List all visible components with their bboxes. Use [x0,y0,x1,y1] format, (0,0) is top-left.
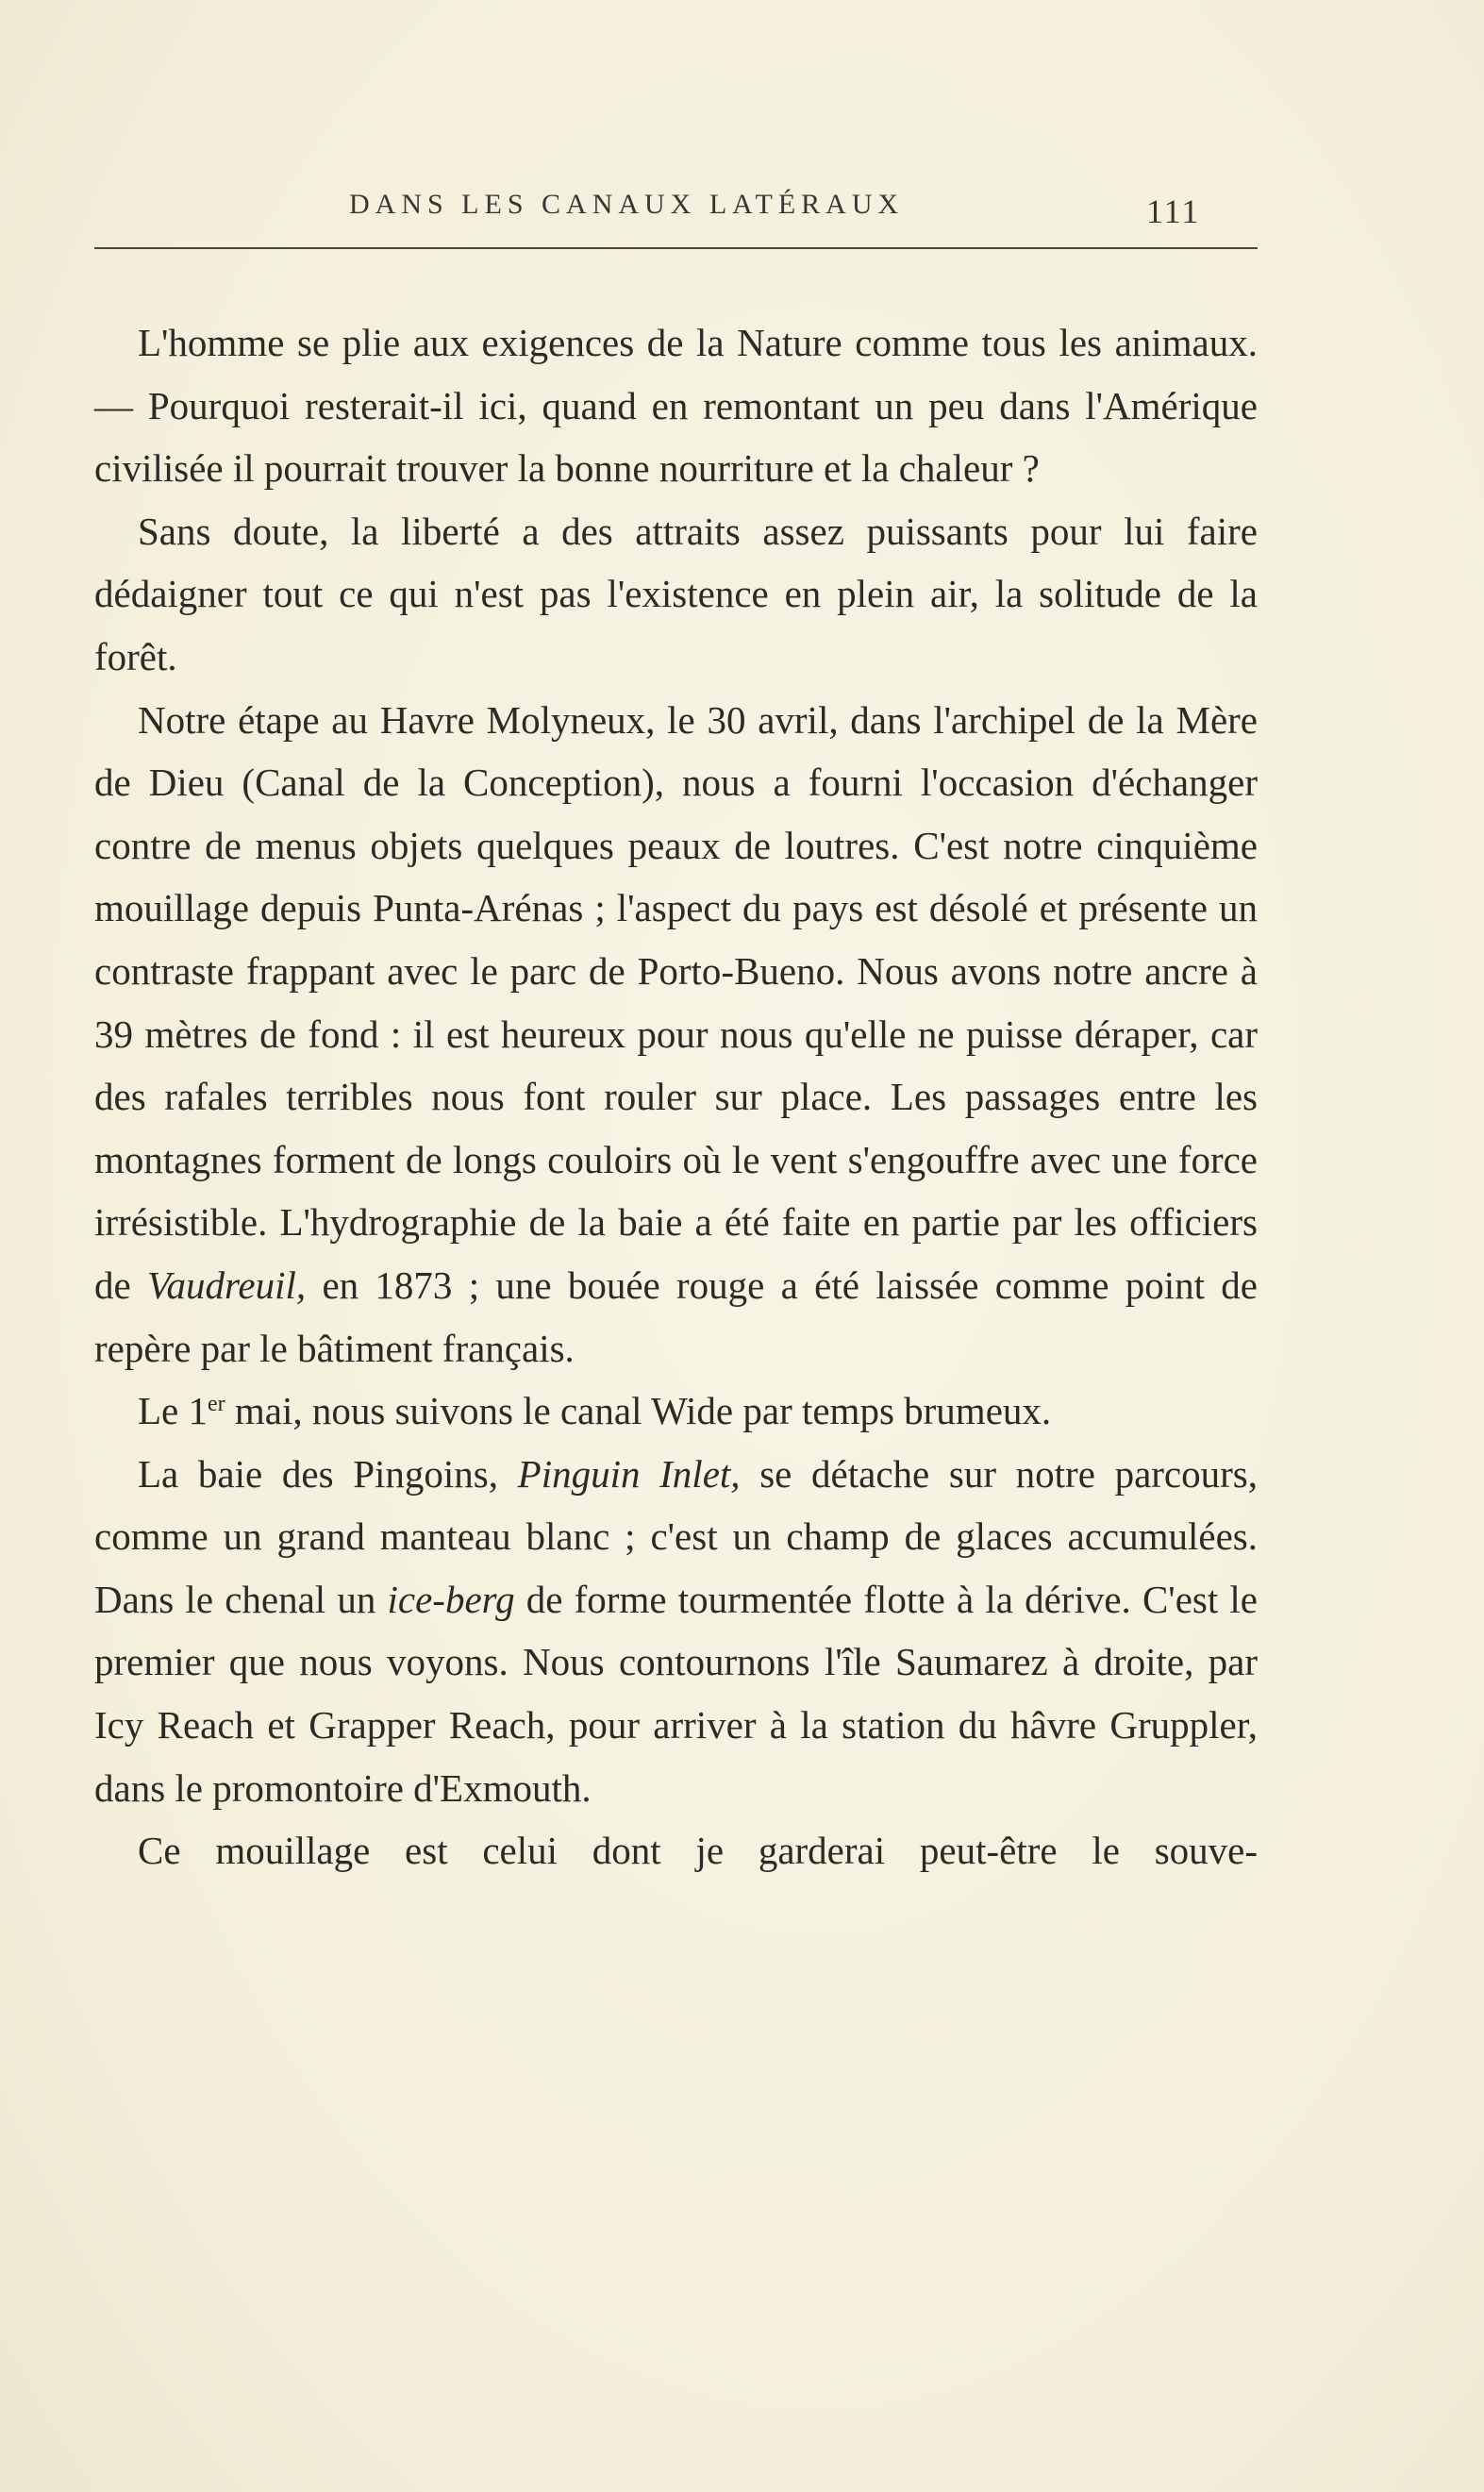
paragraph-4 [94,1380,1258,1443]
header-rule [94,247,1258,249]
paragraph-3 [94,689,1258,1380]
running-title: DANS LES CANAUX LATÉRAUX [349,189,905,220]
paragraph-3-text-a: Notre étape au Havre Molyneux, le 30 avril, dans l'archipel de la Mère de Dieu (Canal de la Conception), nous a fourni l'occasion d'échanger contre de menus objets quelques peaux de loutres. C'est notre cinquième mouillage depuis Punta-Arénas ; l'aspect du pays est désolé et présente un contraste frappant avec le parc de Porto-Bueno. Nous avons notre ancre à 39 mètres de fond : il est heureux pour nous qu'elle ne puisse déraper, car des rafales terribles nous font rouler sur place. Les passages entre les montagnes forment de longs couloirs où le vent s'engouffre avec une force irrésistible. L'hydrographie de la baie a été faite en partie par les officiers de [94,697,1258,1307]
paragraph-5-text-a: La baie des Pingoins, [138,1451,498,1496]
paragraph-6: Ce mouillage est celui dont je garderai peut-être le souve- [138,1829,1258,1873]
paragraph-4-text-a: Le 1 [138,1389,208,1433]
paragraph-2: Sans doute, la liberté a des attraits assez puissants pour lui faire dédaigner tout ce qui n'est pas l'existence en plein air, la solitude de la forêt. [94,509,1258,678]
paragraph-1: L'homme se plie aux exigences de la Nature comme tous les animaux. — Pourquoi resterait-il ici, quand en remontant un peu dans l'Amérique civilisée il pourrait trouver la bonne nourriture et la chaleur ? [94,321,1258,491]
paragraph-5 [94,1443,1258,1820]
place-name-pinguin-inlet: Pinguin Inlet, [517,1451,741,1496]
paragraph-4-text-b: mai, nous suivons le canal Wide par temps brumeux. [234,1389,1052,1433]
paragraph-5-text-b: se détache sur notre parcours, comme un grand manteau blanc ; c'est un champ de glaces accumulées. Dans le chenal un [94,1451,1258,1621]
paragraph-3-text-b: en 1873 ; une bouée rouge a été laissée comme point de repère par le bâtiment français. [94,1263,1258,1370]
body-text [94,311,1258,1882]
term-ice-berg: ice-berg [387,1577,515,1621]
paragraph-5-text-c: de forme tourmentée flotte à la dérive. C'est le premier que nous voyons. Nous contournons l'île Saumarez à droite, par Icy Reach et Grapper Reach, pour arriver à la station du hâvre Gruppler, dans le promontoire d'Exmouth. [94,1577,1258,1810]
ordinal-superscript: er [208,1392,225,1417]
ship-name-vaudreuil: Vaudreuil, [146,1263,307,1307]
page-number: 111 [1146,192,1201,230]
